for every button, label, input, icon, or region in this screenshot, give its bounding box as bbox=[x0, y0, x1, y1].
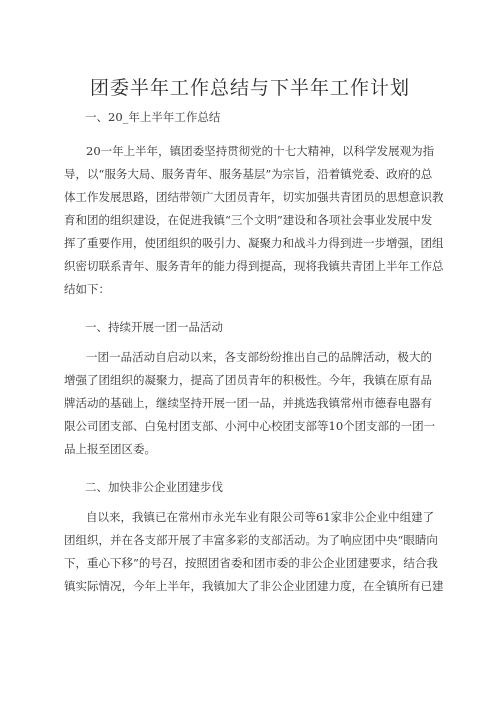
paragraph-line: 限公司团支部、白兔村团支部、小河中心校团支部等10个团支部的一团一 bbox=[64, 419, 436, 433]
paragraph-line: 品上报至团区委。 bbox=[64, 442, 156, 456]
paragraph-line: 镇实际情况，今年上半年，我镇加大了非公企业团建力度，在全镇所有已建 bbox=[64, 579, 444, 593]
paragraph-line: 自以来，我镇已在常州市永光车业有限公司等61家非公企业中组建了 bbox=[86, 510, 435, 524]
paragraph-line: 下，重心下移”的号召，按照团省委和团市委的非公企业团建要求，结合我 bbox=[64, 556, 438, 570]
document-title: 团委半年工作总结与下半年工作计划 bbox=[89, 77, 410, 99]
subsection-heading: 一、持续开展一团一品活动 bbox=[85, 320, 223, 334]
intro-line: 20一年上半年，镇团委坚持贯彻党的十七大精神，以科学发展观为指 bbox=[86, 144, 435, 158]
intro-line: 织密切联系青年、服务青年的能力得到提高，现将我镇共青团上半年工作总 bbox=[64, 259, 444, 273]
intro-line: 导，以“服务大局、服务青年、服务基层”为宗旨，沿着镇党委、政府的总 bbox=[64, 167, 433, 181]
intro-line: 挥了重要作用，使团组织的吸引力、凝聚力和战斗力得到进一步增强，团组 bbox=[64, 236, 444, 250]
subsection-heading: 二、加快非公企业团建步伐 bbox=[85, 480, 223, 494]
paragraph-line: 牌活动的基础上，继续坚持开展一团一品，并挑选我镇常州市德春电器有 bbox=[64, 396, 432, 410]
paragraph-line: 一团一品活动自启动以来，各支部纷纷推出自己的品牌活动，极大的 bbox=[86, 350, 432, 364]
paragraph-line: 团组织，并在各支部开展了丰富多彩的支部活动。为了响应团中央“眼睛向 bbox=[64, 533, 438, 547]
section-heading: 一、20_年上半年工作总结 bbox=[85, 110, 221, 124]
intro-line: 体工作发展思路，团结带领广大团员青年，切实加强共青团员的思想意识教 bbox=[64, 190, 444, 204]
intro-line: 结如下： bbox=[64, 282, 110, 296]
paragraph-line: 增强了团组织的凝聚力，提高了团员青年的积极性。今年，我镇在原有品 bbox=[64, 373, 432, 387]
intro-line: 育和团的组织建设，在促进我镇“三个文明”建设和各项社会事业发展中发 bbox=[64, 213, 433, 227]
